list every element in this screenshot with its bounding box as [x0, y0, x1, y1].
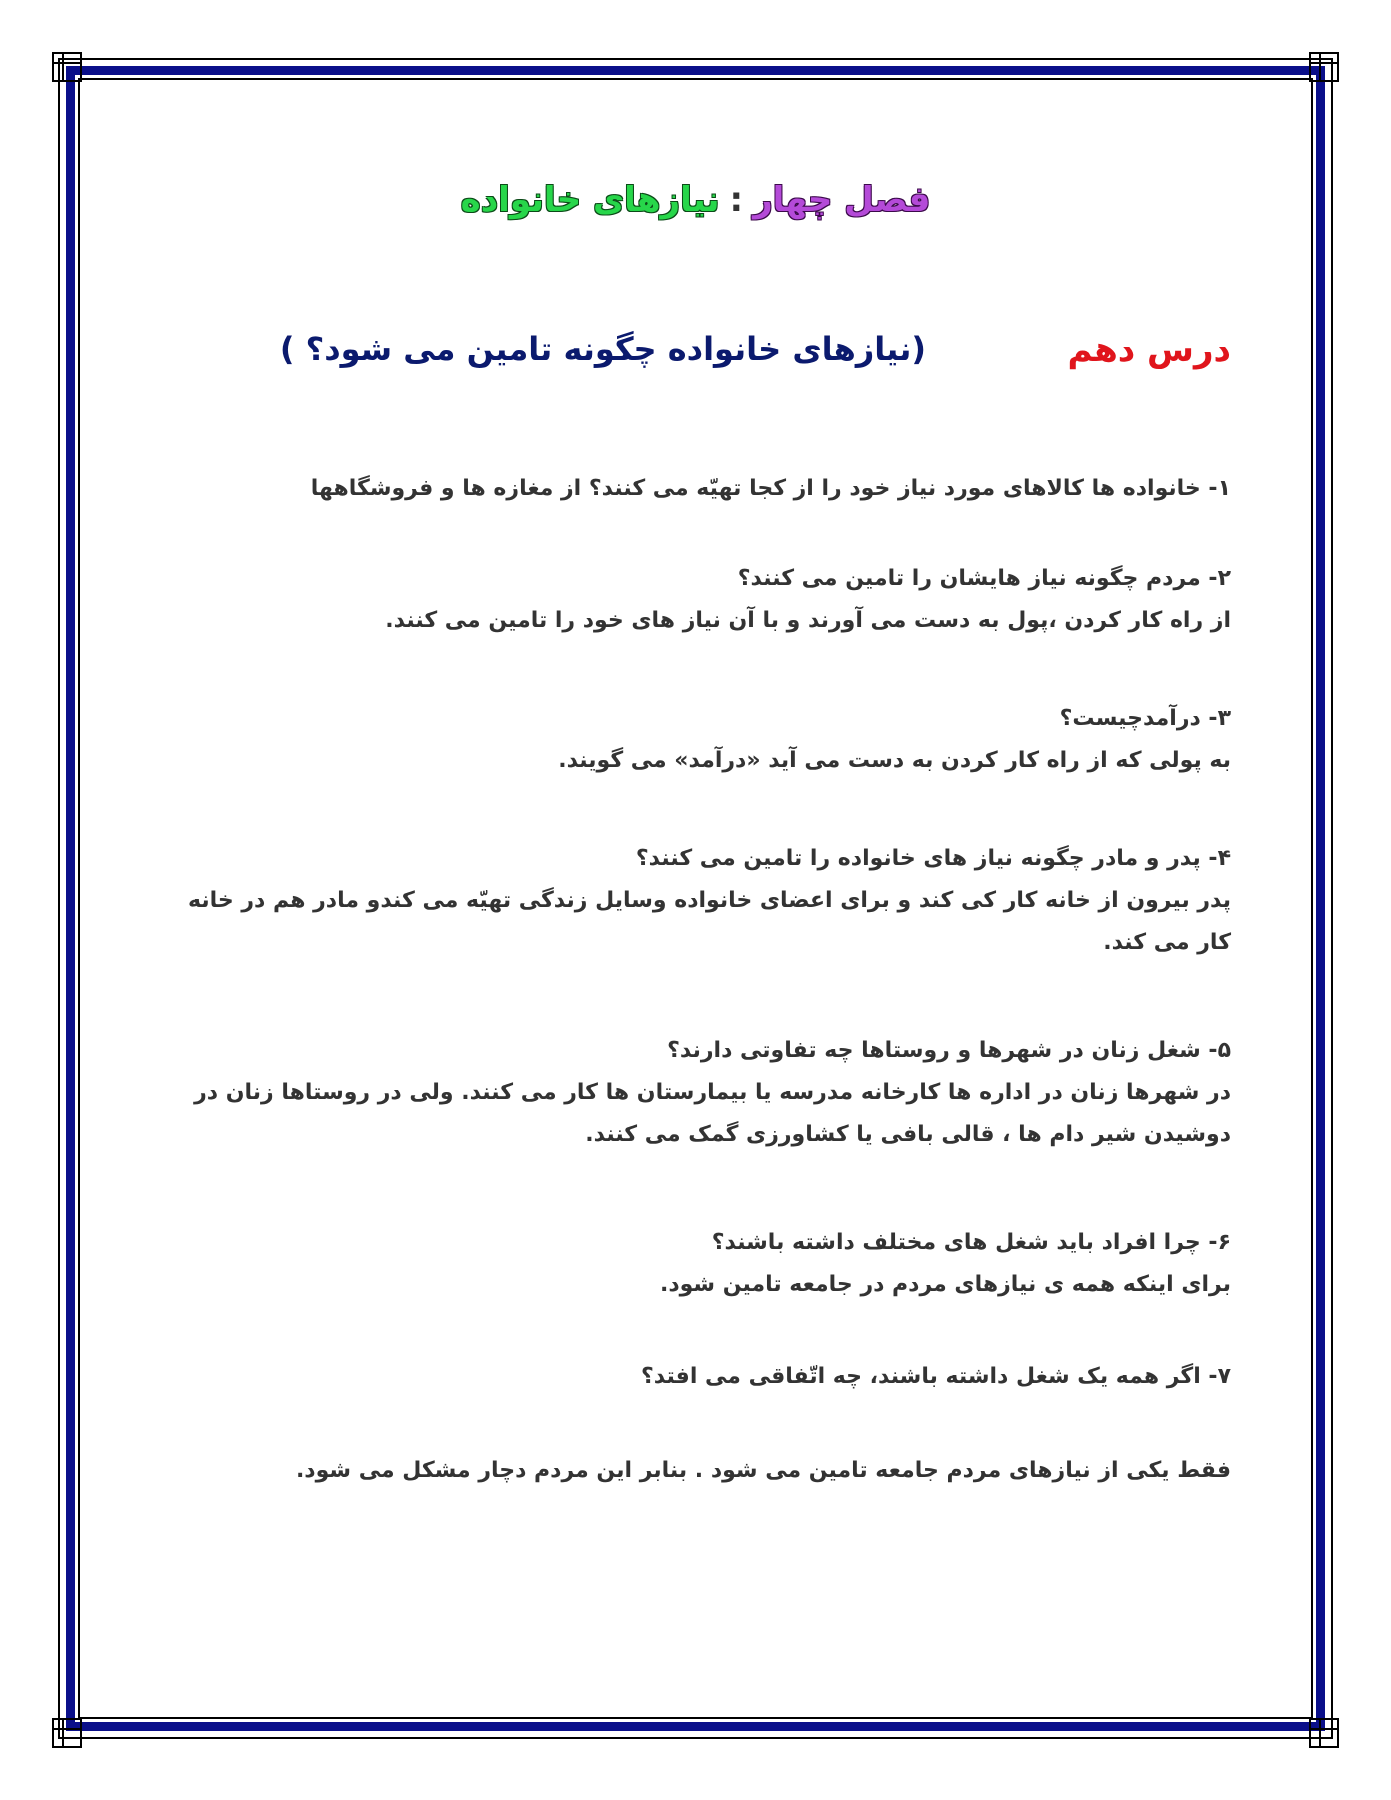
corner-ornament-bottom-left	[52, 1718, 82, 1748]
qa-item-5	[161, 1030, 1231, 1156]
qa-item-4	[161, 838, 1231, 964]
question-1: ۱- خانواده ها کالاهای مورد نیاز خود را از کجا تهیّه می کنند؟ از مغازه ها و فروشگاهها	[310, 476, 1231, 501]
question-5: ۵- شغل زنان در شهرها و روستاها چه تفاوتی دارند؟	[667, 1038, 1231, 1063]
corner-ornament-top-right	[1309, 52, 1339, 82]
answer-5-line-1: در شهرها زنان در اداره ها کارخانه مدرسه یا بیمارستان ها کار می کنند. ولی در روستاها زنان در	[194, 1080, 1231, 1105]
chapter-label: فصل چهار	[753, 180, 931, 220]
chapter-separator: :	[729, 180, 744, 220]
chapter-name: نیازهای خانواده	[460, 180, 720, 220]
corner-ornament-bottom-right	[1309, 1718, 1339, 1748]
answer-7-line-1: فقط یکی از نیازهای مردم جامعه تامین می شود . بنابر این مردم دچار مشکل می شود.	[295, 1458, 1231, 1483]
answer-3-line-1: به پولی که از راه کار کردن به دست می آید «درآمد» می گویند.	[558, 748, 1231, 773]
qa-item-3	[161, 698, 1231, 782]
answer-4-line-1: پدر بیرون از خانه کار کی کند و برای اعضای خانواده وسایل زندگی تهیّه می کندو مادر هم در خانه	[187, 888, 1231, 913]
qa-item-7	[161, 1356, 1231, 1398]
chapter-heading	[0, 180, 1391, 220]
lesson-label: درس دهم	[1067, 330, 1231, 370]
answer-2-line-1: از راه کار کردن ،پول به دست می آورند و با آن نیاز های خود را تامین می کنند.	[385, 608, 1231, 633]
question-2: ۲- مردم چگونه نیاز هایشان را تامین می کنند؟	[737, 566, 1231, 591]
qa-item-6	[161, 1222, 1231, 1306]
corner-ornament-top-left	[52, 52, 82, 82]
question-6: ۶- چرا افراد باید شغل های مختلف داشته باشند؟	[711, 1230, 1231, 1255]
lesson-title: (نیازهای خانواده چگونه تامین می شود؟ )	[279, 330, 926, 368]
qa-item-1	[161, 468, 1231, 510]
qa-item-7-answer	[161, 1450, 1231, 1492]
question-3: ۳- درآمدچیست؟	[1059, 706, 1231, 731]
answer-6-line-1: برای اینکه همه ی نیازهای مردم در جامعه تامین شود.	[659, 1272, 1231, 1297]
answer-5-line-2: دوشیدن شیر دام ها ، قالی بافی یا کشاورزی گمک می کنند.	[585, 1122, 1231, 1147]
question-4: ۴- پدر و مادر چگونه نیاز های خانواده را تامین می کنند؟	[635, 846, 1231, 871]
qa-item-2	[161, 558, 1231, 642]
question-7: ۷- اگر همه یک شغل داشته باشند، چه اتّفاقی می افتد؟	[640, 1364, 1231, 1389]
answer-4-line-2: کار می کند.	[1103, 930, 1231, 955]
